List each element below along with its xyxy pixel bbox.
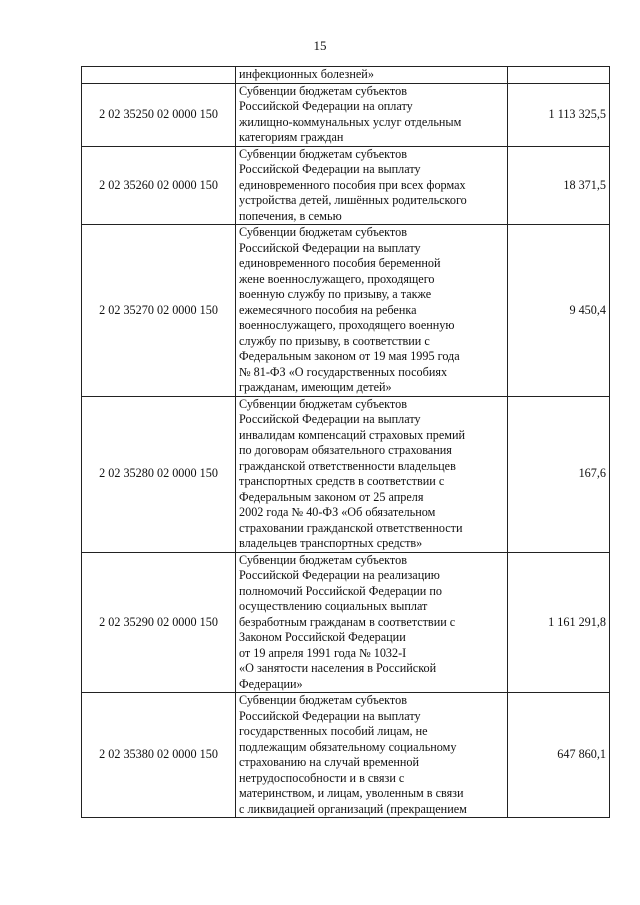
revenue-name-line: ежемесячного пособия на ребенка	[239, 302, 417, 317]
revenue-code-cell: 2 02 35260 02 0000 150	[82, 146, 236, 225]
amount-cell: 167,6	[508, 396, 610, 552]
revenue-name-line: Российской Федерации на выплату	[239, 708, 421, 723]
revenue-name-line: Федеральным законом от 25 апреля	[239, 489, 424, 504]
table-row	[82, 67, 610, 84]
amount-cell	[508, 67, 610, 84]
revenue-name-cell	[236, 693, 508, 818]
revenue-name-line: устройства детей, лишённых родительского	[239, 193, 467, 207]
amount-cell: 1 161 291,8	[508, 552, 610, 693]
revenue-name-cell	[236, 67, 508, 84]
revenue-name-line: Российской Федерации на реализацию	[239, 568, 440, 582]
revenue-name-line: с ликвидацией организаций (прекращением	[239, 801, 467, 816]
revenue-code-cell: 2 02 35380 02 0000 150	[82, 693, 236, 818]
amount-cell: 647 860,1	[508, 693, 610, 818]
budget-revenue-table	[81, 66, 610, 818]
revenue-name-line: Субвенции бюджетам субъектов	[239, 146, 407, 161]
amount-cell: 1 113 325,5	[508, 83, 610, 146]
revenue-name-line: единовременного пособия беременной	[239, 256, 441, 270]
revenue-name-line: жилищно-коммунальных услуг отдельным	[239, 114, 462, 129]
revenue-name-line: Российской Федерации на выплату	[239, 162, 421, 176]
revenue-name-line: гражданской ответственности владельцев	[239, 458, 456, 473]
revenue-name-line: осуществлению социальных выплат	[239, 599, 428, 613]
revenue-name-line: Федерации»	[239, 676, 303, 691]
revenue-name-line: транспортных средств в соответствии с	[239, 474, 445, 488]
revenue-name-line: страховании гражданской ответственности	[239, 520, 463, 535]
revenue-name-line: категориям граждан	[239, 130, 344, 144]
revenue-name-line: жене военнослужащего, проходящего	[239, 271, 435, 286]
revenue-name-line: № 81-ФЗ «О государственных пособиях	[239, 364, 448, 379]
table-row	[82, 83, 610, 146]
revenue-name-line: Субвенции бюджетам субъектов	[239, 225, 407, 239]
revenue-name-line: Законом Российской Федерации	[239, 630, 406, 644]
revenue-name-line: инфекционных болезней»	[239, 67, 374, 81]
revenue-name-line: безработным гражданам в соответствии с	[239, 614, 456, 629]
revenue-name-cell	[236, 396, 508, 552]
revenue-name-cell	[236, 146, 508, 225]
revenue-name-line: Субвенции бюджетам субъектов	[239, 83, 407, 98]
revenue-code-cell: 2 02 35290 02 0000 150	[82, 552, 236, 693]
table-row	[82, 225, 610, 397]
revenue-name-line: военную службу по призыву, а также	[239, 287, 432, 301]
revenue-name-line: 2002 года № 40-ФЗ «Об обязательном	[239, 505, 436, 519]
revenue-code-cell: 2 02 35280 02 0000 150	[82, 396, 236, 552]
revenue-name-line: Субвенции бюджетам субъектов	[239, 552, 407, 567]
table-row	[82, 396, 610, 552]
revenue-code-cell: 2 02 35250 02 0000 150	[82, 83, 236, 146]
revenue-name-line: материнством, и лицам, уволенным в связи	[239, 786, 464, 800]
revenue-name-line: Российской Федерации на выплату	[239, 412, 421, 426]
table-row	[82, 693, 610, 818]
revenue-name-line: Субвенции бюджетам субъектов	[239, 396, 407, 411]
revenue-name-line: подлежащим обязательному социальному	[239, 739, 457, 754]
revenue-name-line: единовременного пособия при всех формах	[239, 177, 466, 192]
revenue-name-line: гражданам, имеющим детей»	[239, 380, 392, 394]
revenue-name-cell	[236, 552, 508, 693]
table-body	[82, 67, 610, 818]
page-number: 15	[313, 38, 327, 53]
table-row	[82, 146, 610, 225]
revenue-name-cell	[236, 225, 508, 397]
revenue-name-line: инвалидам компенсаций страховых премий	[239, 427, 466, 442]
revenue-name-line: от 19 апреля 1991 года № 1032-I	[239, 645, 407, 660]
revenue-name-line: Федеральным законом от 19 мая 1995 года	[239, 349, 460, 363]
revenue-name-line: Российской Федерации на выплату	[239, 240, 421, 255]
revenue-code-cell	[82, 67, 236, 84]
amount-cell: 9 450,4	[508, 225, 610, 397]
revenue-name-line: нетрудоспособности и в связи с	[239, 770, 405, 785]
revenue-name-cell	[236, 83, 508, 146]
revenue-name-line: «О занятости населения в Российской	[239, 661, 437, 675]
revenue-name-line: по договорам обязательного страхования	[239, 443, 452, 457]
amount-cell: 18 371,5	[508, 146, 610, 225]
revenue-code-cell: 2 02 35270 02 0000 150	[82, 225, 236, 397]
revenue-name-line: службу по призыву, в соответствии с	[239, 333, 430, 348]
revenue-name-line: Субвенции бюджетам субъектов	[239, 693, 407, 707]
revenue-name-line: страхованию на случай временной	[239, 755, 420, 769]
revenue-name-line: Российской Федерации на оплату	[239, 99, 413, 113]
revenue-name-line: владельцев транспортных средств»	[239, 536, 423, 550]
table-row	[82, 552, 610, 693]
revenue-name-line: государственных пособий лицам, не	[239, 724, 428, 738]
revenue-name-line: попечения, в семью	[239, 208, 342, 223]
revenue-name-line: полномочий Российской Федерации по	[239, 583, 442, 598]
revenue-name-line: военнослужащего, проходящего военную	[239, 318, 455, 332]
